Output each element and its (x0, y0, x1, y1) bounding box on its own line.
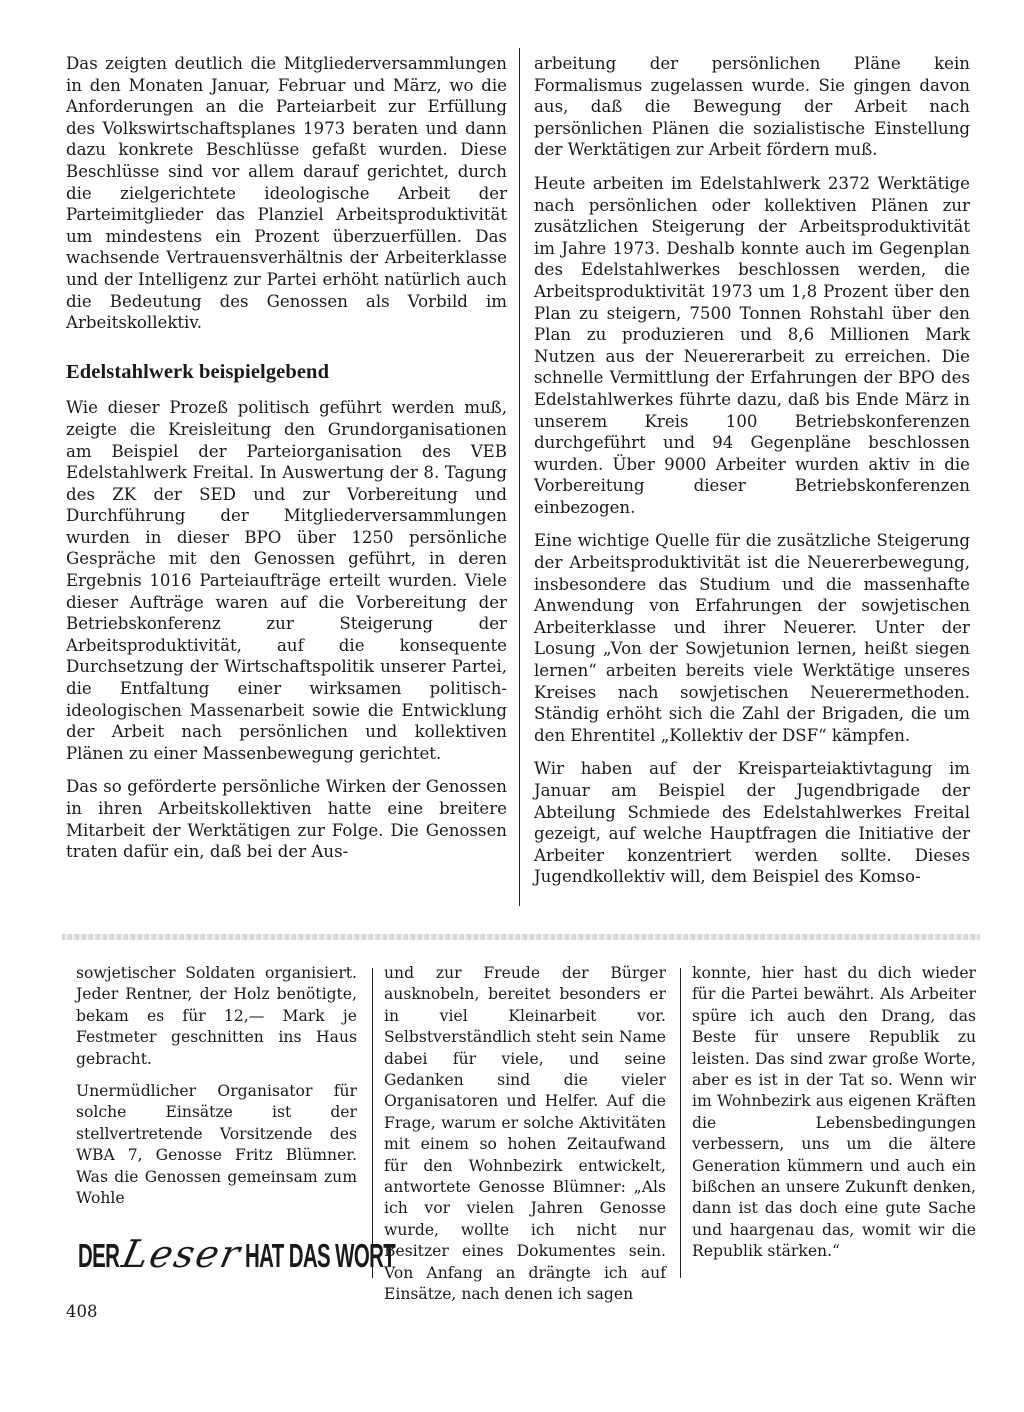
paragraph: konnte, hier hast du dich wieder für die Partei bewährt. Als Arbeiter spüre ich auch den Drang, das Beste für unsere Republik zu leisten. Das sind zwar große Worte, aber es ist in der Tat so. Wenn wir im Wohnbezirk aus eigenen Kräften die Lebensbedingungen verbessern, uns um die ältere Generation kümmern und auch ein bißchen an unsere Zukunft denken, dann ist das doch eine gute Sache und haargenau das, womit wir die Republik stärken.“ (692, 964, 976, 1261)
letter-column-right (692, 963, 976, 1274)
paragraph: Heute arbeiten im Edelstahlwerk 2372 Werktätige nach persönlichen oder kollektiven Plänen zur zusätzlichen Steigerung der Arbeitsproduktivität im Jahre 1973. Deshalb konnte auch im Gegenplan des Edelstahlwerkes beschlossen werden, die Arbeitsproduktivität 1973 um 1,8 Prozent über den Plan zu steigern, 7500 Tonnen Rohstahl über den Plan zu produzieren und 8,6 Millionen Mark Nutzen aus der Neuererarbeit zu erreichen. Die schnelle Vermittlung der Erfahrungen der BPO des Edelstahlwerkes führte dazu, daß bis Ende März in unserem Kreis 100 Betriebskonferenzen durchgeführt und 94 Gegenpläne beschlossen wurden. Über 9000 Arbeiter wurden aktiv in die Vorbereitung dieser Betriebskonferenzen einbezogen. (534, 173, 970, 517)
logo-rest-text: HAT DAS WORT (244, 1237, 395, 1274)
section-separator (62, 934, 980, 940)
logo-der-text: DER (78, 1237, 120, 1274)
paragraph: Wie dieser Prozeß politisch geführt werden muß, zeigte die Kreisleitung den Grundorganisationen am Beispiel der Parteiorganisation des VEB Edelstahlwerk Freital. In Auswertung der 8. Tagung des ZK der SED und zur Vorbereitung und Durchführung der Mitgliederversammlungen wurden in dieser BPO über 1250 persönliche Gespräche mit den Genossen geführt, in deren Ergebnis 1016 Parteiaufträge erteilt wurden. Viele dieser Aufträge waren auf die Vorbereitung der Betriebskonferenz zur Steigerung der Arbeitsproduktivität, auf die konsequente Durchsetzung der Wirtschaftspolitik unserer Partei, die Entfaltung einer wirksamen politisch-ideologischen Massenarbeit sowie die Entwicklung der Arbeit nach persönlichen und kollektiven Plänen zu einer Massenbewegung gerichtet. (66, 398, 507, 763)
letter-column-left (76, 963, 357, 1220)
article-column-left (66, 53, 507, 863)
paragraph: Eine wichtige Quelle für die zusätzliche Steigerung der Arbeitsproduktivität ist die Neuererbewegung, insbesondere das Studium und die massenhafte Anwendung von Erfahrungen der sowjetischen Arbeiterklasse und ihrer Neuerer. Unter der Losung „Von der Sowjetunion lernen, heißt siegen lernen“ arbeiten bereits viele Werktätige unseres Kreises nach sowjetischen Neuerermethoden. Ständig erhöht sich die Zahl der Brigaden, die um den Ehrentitel „Kollektiv der DSF“ kämpfen. (534, 531, 970, 745)
page-number: 408 (66, 1302, 98, 1321)
section-heading: Edelstahlwerk beispielgebend (66, 360, 330, 383)
paragraph: arbeitung der persönlichen Pläne kein Formalismus zugelassen wurde. Sie gingen davon aus, daß die Bewegung der Arbeit nach persönlichen Plänen die sozialistische Einstellung der Werktätigen zur Arbeit fördern muß. (534, 54, 970, 160)
column-divider (372, 968, 373, 1278)
column-divider (519, 48, 520, 906)
paragraph: Unermüdlicher Organisator für solche Einsätze ist der stellvertretende Vorsitzende des WBA 7, Genosse Fritz Blümner. Was die Genossen gemeinsam zum Wohle (76, 1082, 357, 1208)
paragraph: Wir haben auf der Kreisparteiaktivtagung im Januar am Beispiel der Jugendbrigade der Abteilung Schmiede des Edelstahlwerkes Freital gezeigt, auf welche Hauptfragen die Initiative der Arbeiter konzentriert werden sollte. Dieses Jugendkollektiv will, dem Beispiel des Komso- (534, 759, 970, 887)
column-divider (680, 968, 681, 1278)
logo-script-text: Leser (118, 1232, 246, 1276)
paragraph: und zur Freude der Bürger ausknobeln, bereitet besonders er in viel Kleinarbeit vor. Selbstverständlich steht sein Name dabei für viele, und seine Gedanken sind die vieler Organisatoren und Helfer. Auf die Frage, warum er solche Aktivitäten mit einem so hohen Zeitaufwand für den Wohnbezirk entwickelt, antwortete Genosse Blümner: „Als ich vor vielen Jahren Genosse wurde, wollte ich nicht nur Besitzer eines Dokumentes sein. Von Anfang an drängte ich auf Einsätze, nach denen ich sagen (384, 964, 666, 1304)
paragraph: sowjetischer Soldaten organisiert. Jeder Rentner, der Holz benötigte, bekam es für 12,— Mark je Festmeter geschnitten ins Haus gebracht. (76, 964, 357, 1068)
paragraph: Das so geförderte persönliche Wirken der Genossen in ihren Arbeitskollektiven hatte eine breitere Mitarbeit der Werktätigen zur Folge. Die Genossen traten dafür ein, daß bei der Aus- (66, 777, 507, 862)
article-column-right (534, 53, 970, 888)
der-leser-hat-das-wort-logo (78, 1232, 395, 1278)
paragraph: Das zeigten deutlich die Mitgliederversammlungen in den Monaten Januar, Februar und März, wo die Anforderungen an die Parteiarbeit zur Erfüllung des Volkswirtschaftsplanes 1973 beraten und dann dazu konkrete Beschlüsse gefaßt wurden. Diese Beschlüsse sind vor allem darauf gerichtet, durch die zielgerichtete ideologische Arbeit der Parteimitglieder das Planziel Arbeitsproduktivität um mindestens ein Prozent überzuerfüllen. Das wachsende Vertrauensverhältnis der Arbeiterklasse und der Intelligenz zur Partei erhöht natürlich auch die Bedeutung des Genossen als Vorbild im Arbeitskollektiv. (66, 54, 507, 333)
letter-column-middle (384, 963, 666, 1317)
